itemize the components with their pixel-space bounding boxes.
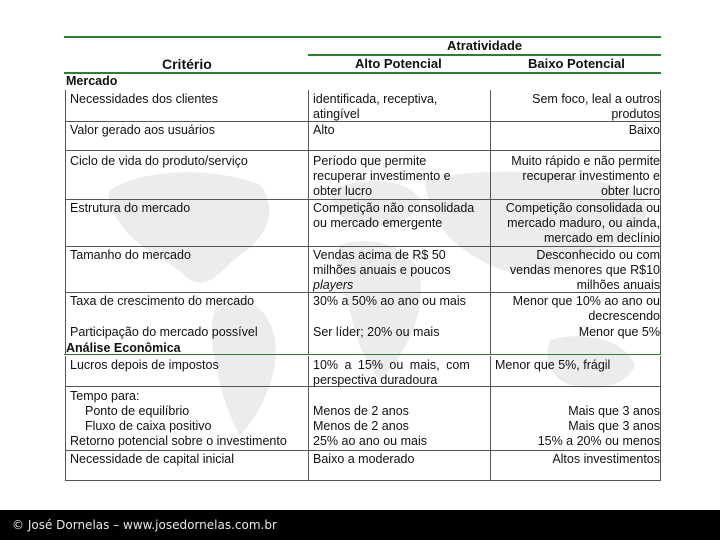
high-growth: 30% a 50% ao ano ou mais [313, 294, 466, 308]
criterion-capital: Necessidade de capital inicial [70, 452, 234, 466]
low-growth-line2: decrescendo [588, 309, 660, 323]
grid-vline-right-2 [660, 356, 661, 480]
criterion-lifecycle: Ciclo de vida do produto/serviço [70, 154, 248, 168]
high-share: Ser líder; 20% ou mais [313, 325, 440, 339]
row-divider [65, 121, 661, 122]
criterion-return: Retorno potencial sobre o investimento [70, 434, 287, 448]
high-cashflow: Menos de 2 anos [313, 419, 409, 433]
criterion-profit: Lucros depois de impostos [70, 358, 219, 372]
high-needs-line1: identificada, receptiva, [313, 92, 438, 106]
criterion-value: Valor gerado aos usuários [70, 123, 215, 137]
high-breakeven: Menos de 2 anos [313, 404, 409, 418]
low-lifecycle-line2: recuperar investimento e [522, 169, 660, 183]
low-structure-line3: mercado em declínio [543, 231, 660, 245]
low-size-line2: vendas menores que R$10 [509, 263, 660, 277]
criterion-breakeven: Ponto de equilíbrio [85, 404, 190, 418]
grid-vline-left [65, 90, 66, 354]
low-lifecycle-line1: Muito rápido e não permite [511, 154, 660, 168]
low-capital: Altos investimentos [552, 452, 660, 466]
grid-vline-mid2 [490, 90, 491, 354]
high-lifecycle-line2: recuperar investimento e [313, 169, 451, 183]
high-needs-line2: atingível [313, 107, 360, 121]
grid-vline-mid1 [308, 90, 309, 354]
criterion-time: Tempo para: [70, 389, 140, 403]
high-structure-line1: Competição não consolidada [313, 201, 475, 215]
section-title-economic: Análise Econômica [66, 341, 181, 355]
low-cashflow: Mais que 3 anos [568, 419, 660, 433]
row-divider [65, 450, 661, 451]
low-growth-line1: Menor que 10% ao ano ou [512, 294, 660, 308]
top-rule [64, 36, 661, 38]
low-needs-line2: produtos [611, 107, 660, 121]
criterion-share: Participação do mercado possível [70, 325, 258, 339]
criterion-structure: Estrutura do mercado [70, 201, 191, 215]
high-profit-line1: 10% a 15% ou mais, com [313, 358, 470, 372]
low-structure-line2: mercado maduro, ou ainda, [507, 216, 660, 230]
grid-vline-right [660, 90, 661, 354]
section-title-market: Mercado [66, 74, 118, 88]
criterion-growth: Taxa de crescimento do mercado [70, 294, 255, 308]
copyright-text: © José Dornelas – www.josedornelas.com.br [12, 518, 277, 532]
high-size-line1: Vendas acima de R$ 50 [313, 248, 446, 262]
criterion-size: Tamanho do mercado [70, 248, 191, 262]
low-size-line1: Desconhecido ou com [536, 248, 660, 262]
low-potential-header: Baixo Potencial [528, 56, 625, 71]
low-structure-line1: Competição consolidada ou [505, 201, 660, 215]
table-bottom-rule [65, 480, 661, 481]
row-divider [65, 292, 661, 293]
criterion-needs: Necessidades dos clientes [70, 92, 218, 106]
header-bottom-rule [64, 72, 661, 74]
row-divider [65, 150, 661, 151]
high-profit-line2: perspectiva duradoura [313, 373, 438, 387]
grid-vline-mid1-2 [308, 356, 309, 480]
low-profit: Menor que 5%, frágil [495, 358, 611, 372]
grid-vline-left-2 [65, 356, 66, 480]
high-structure-line2: ou mercado emergente [313, 216, 443, 230]
low-breakeven: Mais que 3 anos [568, 404, 660, 418]
high-size-line3: players [313, 278, 354, 292]
low-needs-line1: Sem foco, leal a outros [532, 92, 660, 106]
high-capital: Baixo a moderado [313, 452, 415, 466]
low-share: Menor que 5% [578, 325, 660, 339]
high-size-line2: milhões anuais e poucos [313, 263, 451, 277]
low-return: 15% a 20% ou menos [537, 434, 660, 448]
high-lifecycle-line3: obter lucro [313, 184, 373, 198]
footer-bar [0, 510, 720, 540]
high-lifecycle-line1: Período que permite [313, 154, 427, 168]
criterion-cashflow: Fluxo de caixa positivo [85, 419, 212, 433]
high-potential-header: Alto Potencial [355, 56, 442, 71]
low-size-line3: milhões anuais [576, 278, 660, 292]
low-value: Baixo [628, 123, 660, 137]
high-return: 25% ao ano ou mais [313, 434, 427, 448]
criteria-header: Critério [162, 56, 212, 72]
attractiveness-header: Atratividade [447, 38, 523, 53]
high-value: Alto [313, 123, 335, 137]
grid-vline-mid2-2 [490, 356, 491, 480]
low-lifecycle-line3: obter lucro [600, 184, 660, 198]
